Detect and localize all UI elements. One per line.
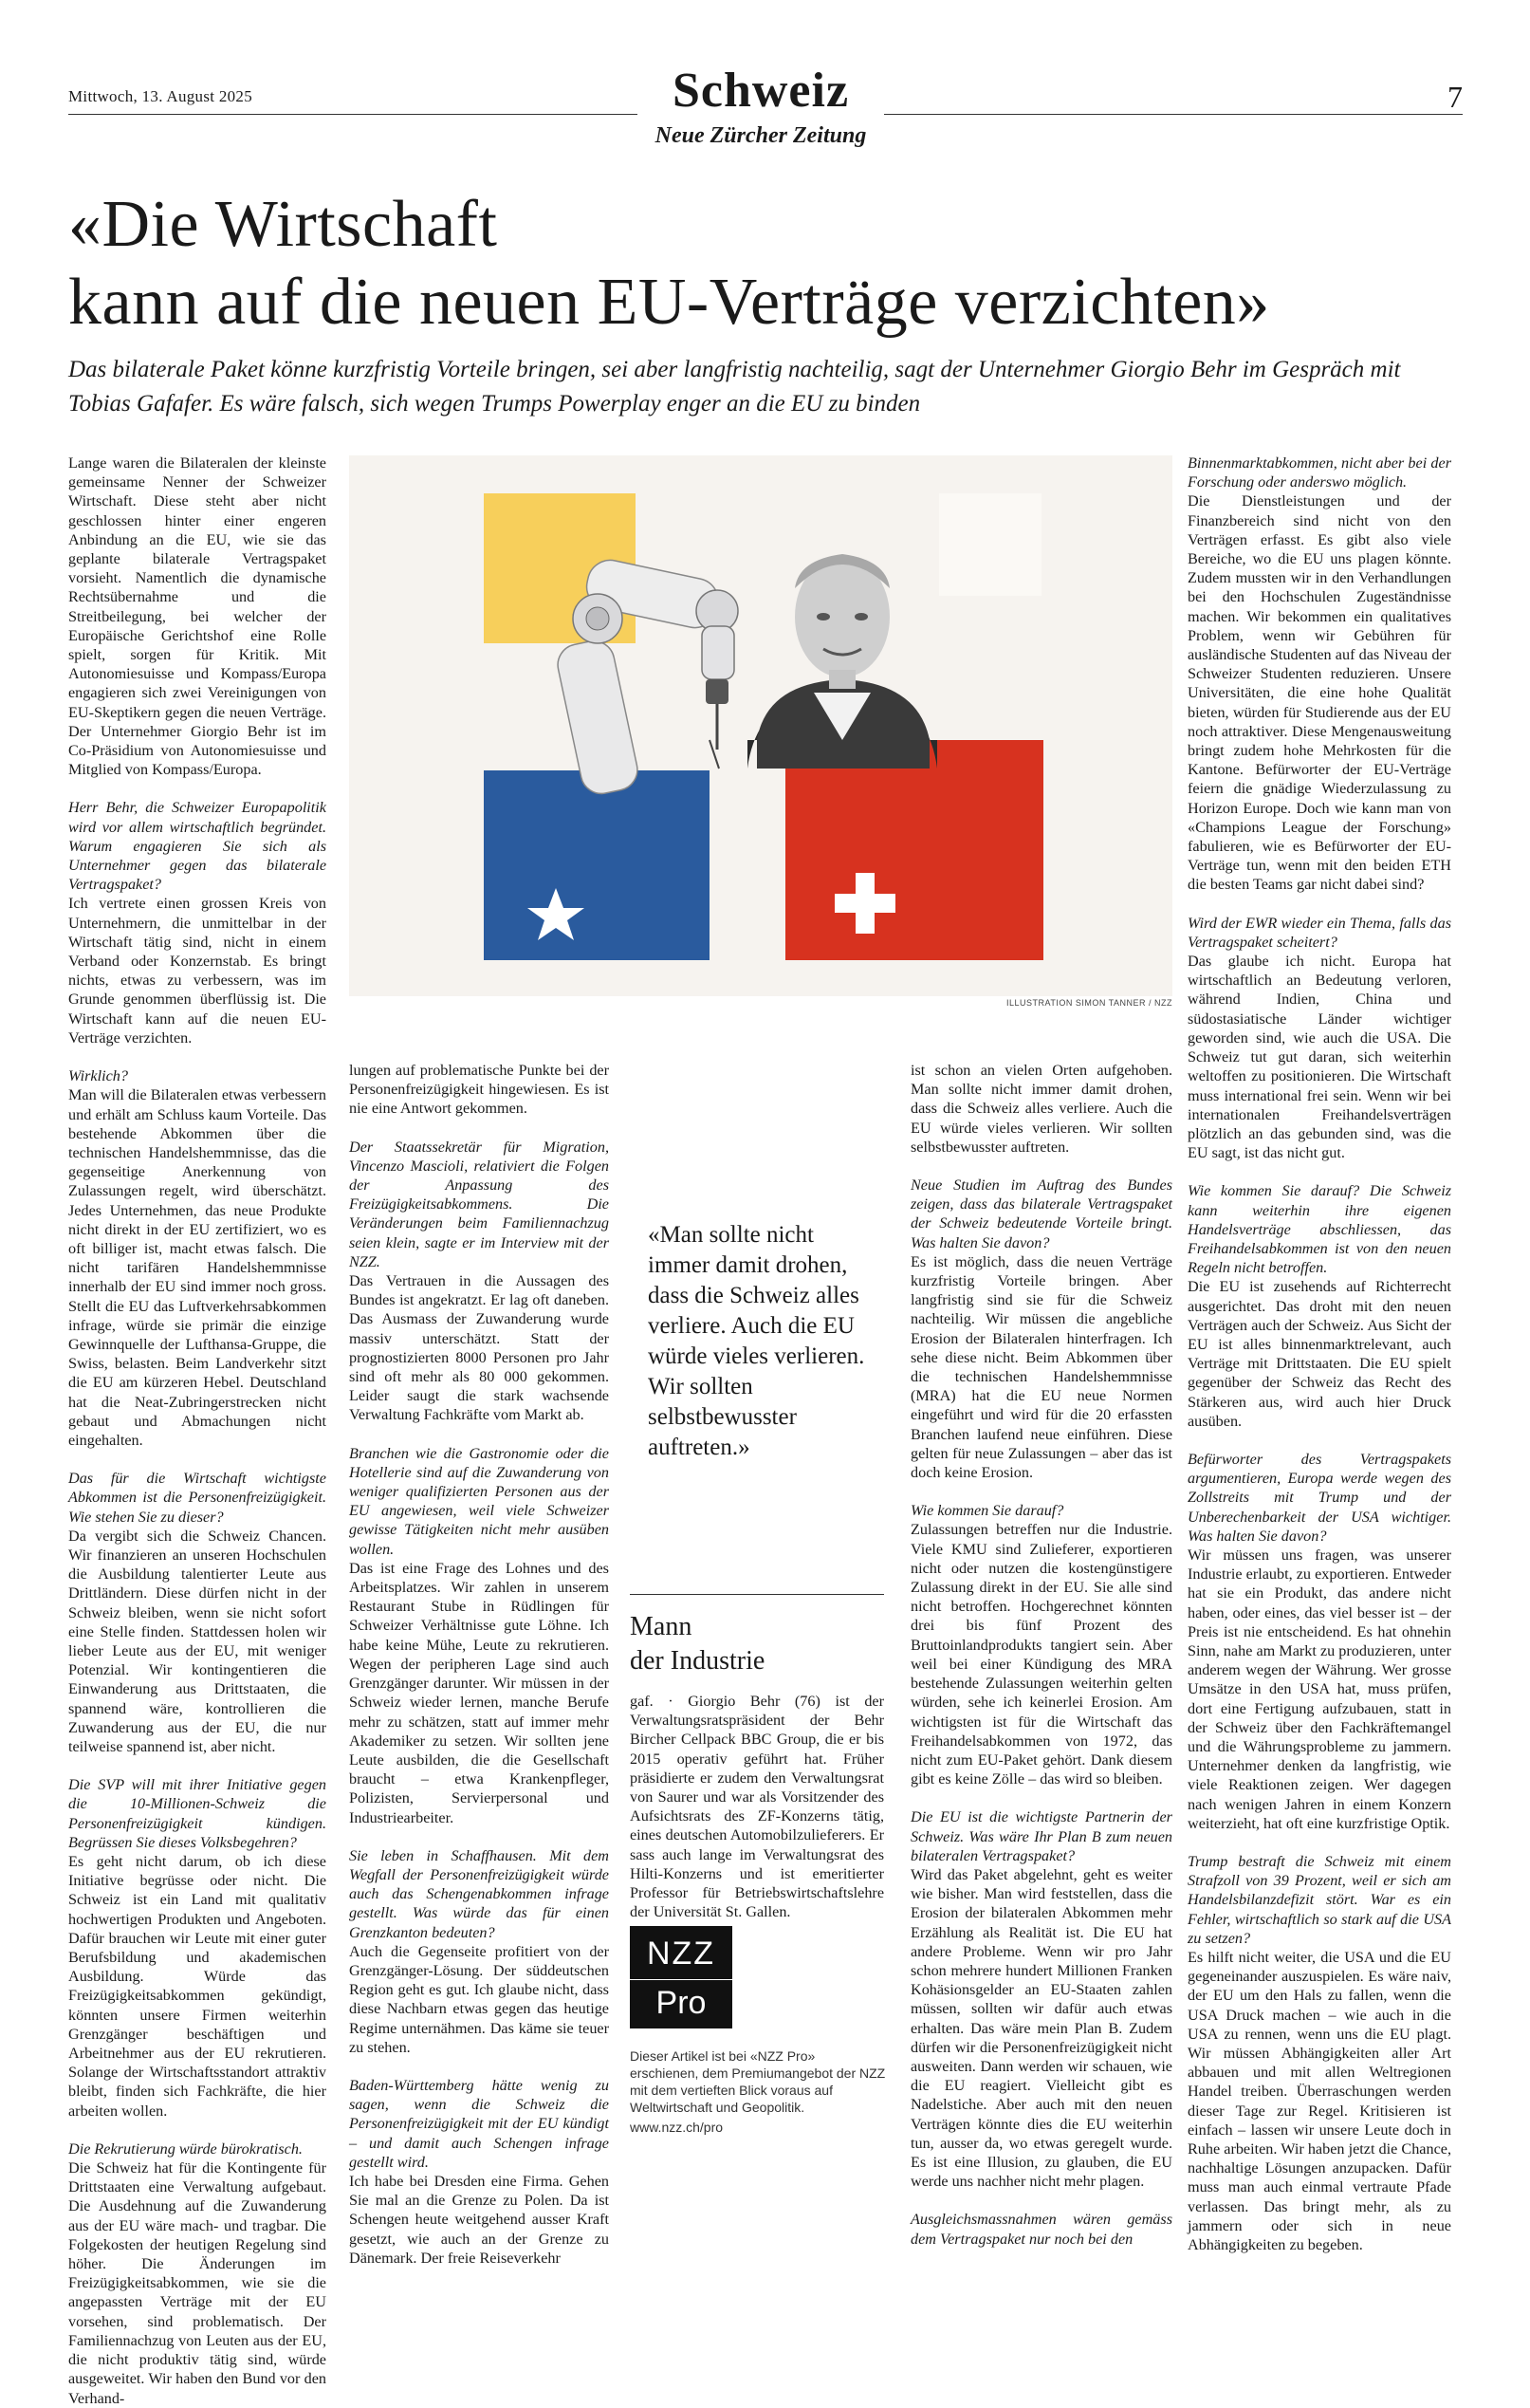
masthead-rule-right: [884, 114, 1463, 115]
nzz-pro-logo[interactable]: [630, 1926, 732, 2028]
interview-question: Die Rekrutierung würde bürokratisch.: [68, 2139, 303, 2158]
issue-date: Mittwoch, 13. August 2025: [68, 87, 253, 105]
illustration-credit: ILLUSTRATION SIMON TANNER / NZZ: [1005, 998, 1172, 1008]
masthead: [68, 57, 1463, 161]
article-column-4: [911, 1061, 1172, 2249]
newspaper-name: Neue Zürcher Zeitung: [654, 123, 867, 148]
interview-answer: Lange waren die Bilateralen der kleinste gemeinsame Nenner der Schweizer Wirtschaft. Diese steht aber nicht geschlossen hinter einer engeren Anbindung an die EU, wie sie das geplante bilaterale Vertragspaket vorsieht. Namentlich die dynamische Rechtsübernahme und die Streitbeilegung, bei welcher der Europäische Gerichtshof eine Rolle spielt, sorgen für Kritik. Mit Autonomiesuisse und Kompass/Europa engagieren sich zwei Vereinigungen von EU-Skeptikern gegen die neuen Verträge. Der Unternehmer Giorgio Behr ist im Co-Präsidium von Autonomiesuisse und Mitglied von Kompass/Europa.: [68, 454, 326, 779]
interview-answer: Wir müssen uns fragen, was unserer Industrie erlaubt, zu exportieren. Entweder hat sie ein Produkt, das andere nicht haben, oder eines, das viel besser ist – der Preis ist nie entscheidend. Es hat ohnehin Sinn, nahe am Markt zu produzieren, unter anderem wegen der Währung. Wer grosse Umsätze in den USA hat, muss prüfen, dort eine Fertigung aufzubauen, statt in der Schweiz über den Fachkräftemangel und die Währungsprobleme zu jammern. Unternehmer denken da langfristig, wie viele Reaktionen zeigen. Wer dagegen nach wenigen Jahren in einem Konzern weiterzieht, hat oft eine kurzfristige Optik.: [1188, 1546, 1451, 1832]
sidebar-title: [630, 1610, 884, 1678]
interview-question: Die EU ist die wichtigste Partnerin der Schweiz. Was wäre Ihr Plan B zum neuen bilateralen Vertragspaket?: [911, 1808, 1172, 1864]
headline-line-1: «Die Wirtschaft: [68, 188, 498, 261]
interview-answer: Die EU ist zusehends auf Richterrecht ausgerichtet. Das droht mit den neuen Verträgen auch der Schweiz. Aus Sicht der EU ist alles binnenmarktrelevant, auch Verträge mit Drittstaaten. Die EU spielt gegenüber der Schweiz das Recht des Stärkeren aus, wird auch hier Druck ausüben.: [1188, 1278, 1451, 1430]
lead-paragraph: Das bilaterale Paket könne kurzfristig Vorteile bringen, sei aber langfristig nachteilig, sagt der Unternehmer Giorgio Behr im Gespräch mit Tobias Gafafer. Es wäre falsch, sich wegen Trumps Powerplay enger an die EU zu binden: [68, 357, 1401, 417]
interview-question: Das für die Wirtschaft wichtigste Abkommen ist die Personenfreizügigkeit. Wie stehen Sie zu dieser?: [68, 1470, 326, 1526]
interview-answer: Es geht nicht darum, ob ich diese Initiative begrüsse oder nicht. Die Schweiz ist ein Land mit qualitativ hochwertigen Produkten und Angeboten. Dafür brauchen wir Leute mit einer guter Berufsbildung und akademischen Ausbildung. Würde das Freizügigkeitsabkommen gekündigt, könnten unsere Firmen weiterhin Grenzgänger beschäftigen und Arbeitnehmer aus der EU rekrutieren. Solange der Wirtschaftsstandort attraktiv bleibt, finden sich Fachkräfte, die hier arbeiten wollen.: [68, 1853, 326, 2120]
interview-answer: Wird das Paket abgelehnt, geht es weiter wie bisher. Man wird feststellen, dass die Erosion der bilateralen Abkommen mehr Erzählung als Realität ist. Die EU hat andere Probleme. Wenn wir pro Jahr schon mehrere hundert Millionen Franken Kohäsionsgelder an EU-Staaten zahlen müssen, sollten wir dafür auch etwas erhalten. Das wäre mein Plan B. Zudem dürfen wir die Personenfreizügigkeit nicht ausweiten. Dann werden wir schauen, wie die EU reagiert. Vielleicht gibt es Nadelstiche. Aber auch mit den neuen Verträgen könnte dies die EU weiterhin tun, ausser da, wo etwas geregelt wurde. Es ist eine Illusion, zu glauben, die EU werde uns nachher nicht mehr plagen.: [911, 1865, 1172, 2191]
headline: [68, 186, 1472, 342]
red-square: [785, 740, 1043, 960]
interview-question: Wie kommen Sie darauf?: [911, 1502, 1064, 1520]
interview-answer: lungen auf problematische Punkte bei der Personenfreizügigkeit hingewiesen. Es ist nie eine Antwort gekommen.: [349, 1062, 609, 1118]
section-title: Schweiz: [672, 64, 850, 118]
illustration-svg: [349, 455, 1172, 996]
article-column-5: [1188, 454, 1451, 2254]
sidebar-rule: [630, 1594, 884, 1595]
interview-question: Ausgleichsmassnahmen wären gemäss dem Vertragspaket nur noch bei den: [911, 2211, 1172, 2248]
sidebar-title-line-1: Mann: [630, 1612, 692, 1641]
interview-answer: Das Vertrauen in die Aussagen des Bundes ist angekratzt. Er lag oft daneben. Das Ausmass der Zuwanderung wurde massiv unterschätzt. Statt der prognostizierten 8000 Personen pro Jahr sind oft mehr als 80 000 gekommen. Leider saugt die stark wachsende Verwaltung Fachkräfte vom Markt ab.: [349, 1272, 609, 1424]
pull-quote: «Man sollte nicht immer damit drohen, dass die Schweiz alles verliere. Auch die EU würde vieles verlieren. Wir sollten selbstbewusster auftreten.»: [648, 1222, 865, 1460]
swiss-cross-horizontal: [835, 894, 895, 913]
interview-answer: Ich habe bei Dresden eine Firma. Gehen Sie mal an die Grenze zu Polen. Da ist Schengen heute weitgehend ausser Kraft gesetzt, wie auch an der Grenze zu Dänemark. Der freie Reiseverkehr: [349, 2172, 609, 2267]
interview-question: Sie leben in Schaffhausen. Mit dem Wegfall der Personenfreizügigkeit würde auch das Schengenabkommen infrage gestellt. Was würde das für einen Grenzkanton bedeuten?: [349, 1846, 609, 1941]
interview-question: Wird der EWR wieder ein Thema, falls das Vertragspaket scheitert?: [1188, 914, 1451, 951]
interview-answer: Da vergibt sich die Schweiz Chancen. Wir finanzieren an unseren Hochschulen die Ausbildung talentierter Leute aus Drittländern. Diese dürfen nicht in der Schweiz bleiben, wenn sie nicht sofort eine Stelle finden. Stattdessen holen wir lieber Leute aus der EU, mit weniger Potenzial. Wir kontingentieren die Einwanderung aus Drittstaaten, die spannend wäre, kontrollieren die Zuwanderung aus der EU, die nur teilweise spannend ist, aber nicht.: [68, 1527, 326, 1755]
nzz-pro-link[interactable]: www.nzz.ch/pro: [630, 2120, 724, 2135]
interview-answer: Die Dienstleistungen und der Finanzbereich sind nicht von den Verträgen erfasst. Es gibt also viele Bereiche, wo die EU uns plagen könnte. Zudem mussten wir in den Verhandlungen bei den Hochschulen Zugeständnisse machen. Wir bekommen ein qualitatives Problem, wenn wir Gebühren für ausländische Studenten auf das Niveau der Schweizer Studenten reduzieren. Unsere Universitäten, die eine hohe Qualität bieten, würden für Studierende aus der EU noch attraktiver. Diese Mengenausweitung bringt zudem hohe Mehrkosten für die Kantone. Befürworter der EU-Verträge feiern die gnädige Wiederzulassung zu Horizon Europe. Doch wie kann man von «Champions League der Forschung» fabulieren, wie es Befürworter der EU-Verträge tun, wenn mit den beiden ETH die besten Teams gar nicht dabei sind?: [1188, 492, 1451, 894]
interview-question: Binnenmarktabkommen, nicht aber bei der Forschung oder anderswo möglich.: [1188, 454, 1451, 491]
interview-question: Die SVP will mit ihrer Initiative gegen die 10-Millionen-Schweiz die Personenfreizügigkeit kündigen. Begrüssen Sie dieses Volksbegehren?: [68, 1776, 326, 1851]
interview-answer: ist schon an vielen Orten aufgehoben. Man sollte nicht immer damit drohen, dass die Schweiz alles verliere. Auch die EU würde vieles verlieren. Wir sollten selbstbewusster auftreten.: [911, 1062, 1172, 1156]
nzz-pro-logo-divider: [630, 1979, 732, 1980]
cream-square: [939, 493, 1042, 596]
interview-answer: Es ist möglich, dass die neuen Verträge kurzfristig Vorteile bringen. Aber langfristig sind sie für die Schweiz nachteilig. Wir müssen die angebliche Erosion der Bilateralen hinterfragen. Ich sehe diese nicht. Beim Abkommen über die technischen Handelshemmnisse (MRA) hat die EU neue Normen eingeführt und wird für die 20 erfassten Branchen laufend neue einführen. Diese gelten für neue Zulassungen – aber das ist doch keine Erosion.: [911, 1252, 1172, 1482]
interview-question: Trump bestraft die Schweiz mit einem Strafzoll von 39 Prozent, weil er sich am Handelsbilanzdefizit stört. War es ein Fehler, wirtschaftlich so stark auf die USA zu setzen?: [1188, 1853, 1451, 1947]
interview-question: Neue Studien im Auftrag des Bundes zeigen, dass das bilaterale Vertragspaket der Schweiz bedeutende Vorteile bringt. Was halten Sie davon?: [911, 1176, 1172, 1251]
interview-answer: Die Schweiz hat für die Kontingente für Drittstaaten eine Verwaltung aufgebaut. Die Ausdehnung auf die Zuwanderung aus der EU wäre mach- und tragbar. Die Folgekosten der heutigen Regelung sind höher. Die Änderungen im Freizügigkeitsabkommen, wie sie die angepassten Verträge mit der EU vorsehen, sind problematisch. Der Familiennachzug von Leuten aus der EU, die nicht produktiv tätig sind, würde ausgeweitet. Wir haben den Bund vor den Verhand-: [68, 2159, 326, 2407]
author-sidebar: [630, 1594, 884, 1921]
interview-question: Der Staatssekretär für Migration, Vincenzo Mascioli, relativiert die Folgen der Anpassung des Freizügigkeitsabkommens. Die Veränderungen beim Familiennachzug seien klein, sagte er im Interview mit der NZZ.: [349, 1138, 609, 1270]
sidebar-title-line-2: der Industrie: [630, 1646, 765, 1676]
interview-question: Branchen wie die Gastronomie oder die Hotellerie sind auf die Zuwanderung von weniger qualifizierten Personen aus der EU angewiesen, weil viele Schweizer gewisse Tätigkeiten nicht mehr ausüben wollen.: [349, 1444, 609, 1558]
interview-answer: Man will die Bilateralen etwas verbessern und erhält am Schluss kaum Vorteile. Das bestehende Abkommen über die technischen Handelshemmnisse, das die gegenseitige Anerkennung von Zulassungen regelt, wird überschätzt. Jedes Unternehmen, das neue Produkte nicht direkt in der EU zertifiziert, wo es oft billiger ist, macht etwas falsch. Die nicht tarifären Handelshemmnisse innerhalb der EU sind immer noch gross. Stellt die EU das Luftverkehrsabkommen infrage, würde sie primär die einzige Gewinnquelle der Lufthansa-Gruppe, die Swiss, belasten. Beim Landverkehr sitzt die EU am kürzeren Hebel. Deutschland hat die Neat-Zubringerstrecken nicht gebaut und Abmachungen nicht eingehalten.: [68, 1086, 326, 1449]
page-number: 7: [1447, 80, 1463, 114]
interview-answer: Zulassungen betreffen nur die Industrie. Viele KMU sind Zulieferer, exportieren nicht oder nutzen die kostengünstigere Zulassung direkt in der EU. Sie alle sind nicht betroffen. Hochgerechnet könnten drei bis fünf Prozent des Bruttoinlandprodukts tangiert sein. Aber weil bei einer Kündigung des MRA bestehende Zulassungen weiterhin gelten würden, sehe ich keinerlei Erosion. Am wichtigsten ist für die Wirtschaft das Freihandelsabkommen von 1972, das nicht zum EU-Paket gehört. Dank diesem gibt es keine Zölle – das wird so bleiben.: [911, 1521, 1172, 1788]
interview-question: Befürworter des Vertragspakets argumentieren, Europa werde wegen des Zollstreits mit Trump und der Unberechenbarkeit der USA wichtiger. Was halten Sie davon?: [1188, 1450, 1451, 1545]
headline-line-2: kann auf die neuen EU-Verträge verzichten»: [68, 266, 1270, 339]
nzz-pro-logo-top: NZZ: [646, 1936, 716, 1972]
sidebar-text: gaf. · Giorgio Behr (76) ist der Verwaltungsratspräsident der Behr Bircher Cellpack BBC Group, die er bis 2015 operativ geführt hat. Früher präsidierte er zudem den Verwaltungsrat von Saurer und war als Vorsitzender des Aufsichtsrats des ZF-Konzerns tätig, eines deutschen Automobilzulieferers. Er sass auch lange im Verwaltungsrat des Hilti-Konzerns und ist emeritierter Professor für Betriebswirtschaftslehre der Universität St. Gallen.: [630, 1693, 884, 1921]
interview-answer: Auch die Gegenseite profitiert von der Grenzgänger-Lösung. Der süddeutschen Region geht es gut. Ich glaube nicht, dass diese Nachbarn etwas gegen das heutige Regime unternähmen. Das käme sie teuer zu stehen.: [349, 1942, 609, 2056]
nzz-pro-promo: Dieser Artikel ist bei «NZZ Pro» erschienen, dem Premiumangebot der NZZ mit dem vertieften Blick voraus auf Weltwirtschaft und Geopolitik.: [630, 2048, 886, 2115]
interview-question: Wirklich?: [68, 1067, 128, 1085]
interview-answer: Ich vertrete einen grossen Kreis von Unternehmern, die unmittelbar in der Wirtschaft tätig sind, nicht in einem Verband oder Konzernstab. Es bringt nichts, etwas zu verbessern, was im Grunde genommen überflüssig ist. Die Wirtschaft kann auf die neuen EU-Verträge verzichten.: [68, 895, 326, 1047]
article-column-2: [349, 1061, 609, 2268]
masthead-rule-left: [68, 114, 637, 115]
illustration: [349, 455, 1172, 996]
interview-question: Baden-Württemberg hätte wenig zu sagen, wenn die Schweiz die Personenfreizügigkeit mit der EU kündigt – und damit auch Schengen infrage gestellt wird.: [349, 2076, 609, 2171]
interview-answer: Das glaube ich nicht. Europa hat wirtschaftlich an Bedeutung verloren, während Indien, China und südostasiatische Länder wichtiger geworden sind, wie auch die USA. Die Schweiz tut gut daran, sich weiterhin weltoffen zu positionieren. Die Wirtschaft muss international frei sein. Wenn wir bei internationalen Freihandelsverträgen plötzlich an das gebunden sind, was die EU sagt, ist das nicht gut.: [1188, 953, 1451, 1162]
interview-question: Wie kommen Sie darauf? Die Schweiz kann weiterhin ihre eigenen Handelsverträge abschliessen, das Freihandelsabkommen ist von den neuen Regeln nicht betroffen.: [1188, 1182, 1451, 1277]
interview-question: Herr Behr, die Schweizer Europapolitik wird vor allem wirtschaftlich begründet. Warum engagieren Sie sich als Unternehmer gegen das bilaterale Vertragspaket?: [68, 799, 326, 894]
article-column-1: [68, 454, 326, 2408]
nzz-pro-logo-bottom: Pro: [655, 1985, 707, 2021]
interview-answer: Es hilft nicht weiter, die USA und die EU gegeneinander auszuspielen. Es wäre naiv, der EU um den Hals zu fallen, wenn die USA Druck machen – wie auch in die USA zu rennen, wenn uns die EU plagt. Wir müssen Abhängigkeiten aller Art abbauen und mit allen Weltregionen Handel treiben. Überraschungen werden dieser Tage zur Regel. Kritisieren ist einfach – lassen wir unsere Leute doch in Ruhe arbeiten. Wir haben jetzt die Chance, nachhaltige Lösungen anzupacken. Dafür muss man auch einmal vertraute Pfade verlassen. Das bringt mehr, als zu jammern oder sich in neue Abhängigkeiten zu begeben.: [1188, 1949, 1451, 2254]
interview-answer: Das ist eine Frage des Lohnes und des Arbeitsplatzes. Wir zahlen in unserem Restaurant Stube in Rüdlingen für Schweizer Verhältnisse gute Löhne. Ich habe keine Mühe, Leute zu rekrutieren. Wegen der peripheren Lage sind auch Grenzgänger darunter. Wir müssen in der Schweiz wieder lernen, manche Berufe mehr zu schätzen, statt auf immer mehr Akademiker zu setzen. Wir sollten jene Leute ausbilden, die die Gesellschaft braucht – etwa Krankenpfleger, Polizisten, Servierpersonal und Industriearbeiter.: [349, 1559, 609, 1826]
blue-square: [484, 770, 710, 960]
